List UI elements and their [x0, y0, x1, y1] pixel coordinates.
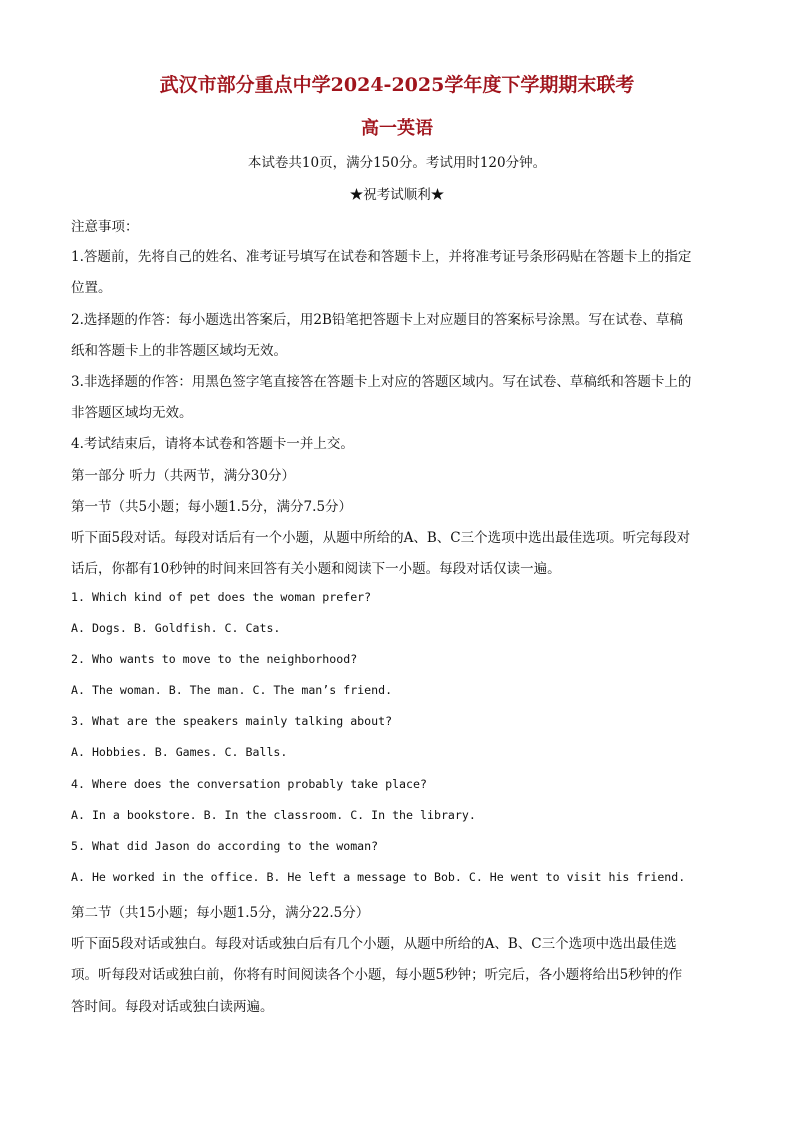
- note-1-line-2: 位置。: [71, 280, 112, 296]
- exam-info: 本试卷共10页，满分150分。考试用时120分钟。: [247, 155, 547, 171]
- note-2-line-1: 2.选择题的作答：每小题选出答案后，用2B铅笔把答题卡上对应题目的答案标号涂黑。写在试卷、草稿: [71, 312, 683, 328]
- section1-instruction-line-1: 听下面5段对话。每段对话后有一个小题，从题中所给的A、B、C三个选项中选出最佳选项。听完每段对: [71, 530, 691, 546]
- section2-instruction-line-2: 项。听每段对话或独白前，你将有时间阅读各个小题，每小题5秒钟；听完后，各小题将给出5秒钟的作: [71, 967, 683, 983]
- note-3-line-2: 非答题区域均无效。: [71, 405, 193, 421]
- note-3-line-1: 3.非选择题的作答：用黑色签字笔直接答在答题卡上对应的答题区域内。写在试卷、草稿纸和答题卡上的: [71, 374, 692, 390]
- exam-title: 武汉市部分重点中学2024-2025学年度下学期期末联考: [159, 74, 635, 96]
- section2-instruction-line-3: 答时间。每段对话或独白读两遍。: [71, 999, 274, 1015]
- subject-title: 高一英语: [361, 118, 433, 139]
- section2-instruction-line-1: 听下面5段对话或独白。每段对话或独白后有几个小题，从题中所给的A、B、C三个选项中选出最佳选: [71, 936, 677, 952]
- section2-heading: 第二节（共15小题；每小题1.5分，满分22.5分）: [71, 905, 370, 921]
- question-4: 4. Where does the conversation probably take place?: [71, 777, 427, 791]
- question-5: 5. What did Jason do according to the woman?: [71, 839, 379, 853]
- note-4: 4.考试结束后，请将本试卷和答题卡一并上交。: [71, 436, 354, 452]
- question-1: 1. Which kind of pet does the woman prefer?: [71, 590, 372, 604]
- notes-heading: 注意事项：: [71, 219, 139, 235]
- good-luck-line: ★祝考试顺利★: [349, 187, 445, 203]
- question-3-options: A. Hobbies. B. Games. C. Balls.: [71, 745, 288, 759]
- section1-heading: 第一节（共5小题；每小题1.5分，满分7.5分）: [71, 499, 353, 515]
- question-3: 3. What are the speakers mainly talking about?: [71, 714, 393, 728]
- question-2: 2. Who wants to move to the neighborhood?: [71, 652, 358, 666]
- question-2-options: A. The woman. B. The man. C. The man’s friend.: [71, 683, 393, 697]
- part1-heading: 第一部分 听力（共两节，满分30分）: [71, 468, 295, 484]
- section1-instruction-line-2: 话后，你都有10秒钟的时间来回答有关小题和阅读下一小题。每段对话仅读一遍。: [71, 561, 561, 577]
- note-2-line-2: 纸和答题卡上的非答题区域均无效。: [71, 343, 287, 359]
- question-4-options: A. In a bookstore. B. In the classroom. C. In the library.: [71, 808, 476, 822]
- question-5-options: A. He worked in the office. B. He left a message to Bob. C. He went to visit his friend.: [71, 870, 686, 884]
- note-1-line-1: 1.答题前，先将自己的姓名、准考证号填写在试卷和答题卡上，并将准考证号条形码贴在答题卡上的指定: [71, 249, 692, 265]
- question-1-options: A. Dogs. B. Goldfish. C. Cats.: [71, 621, 281, 635]
